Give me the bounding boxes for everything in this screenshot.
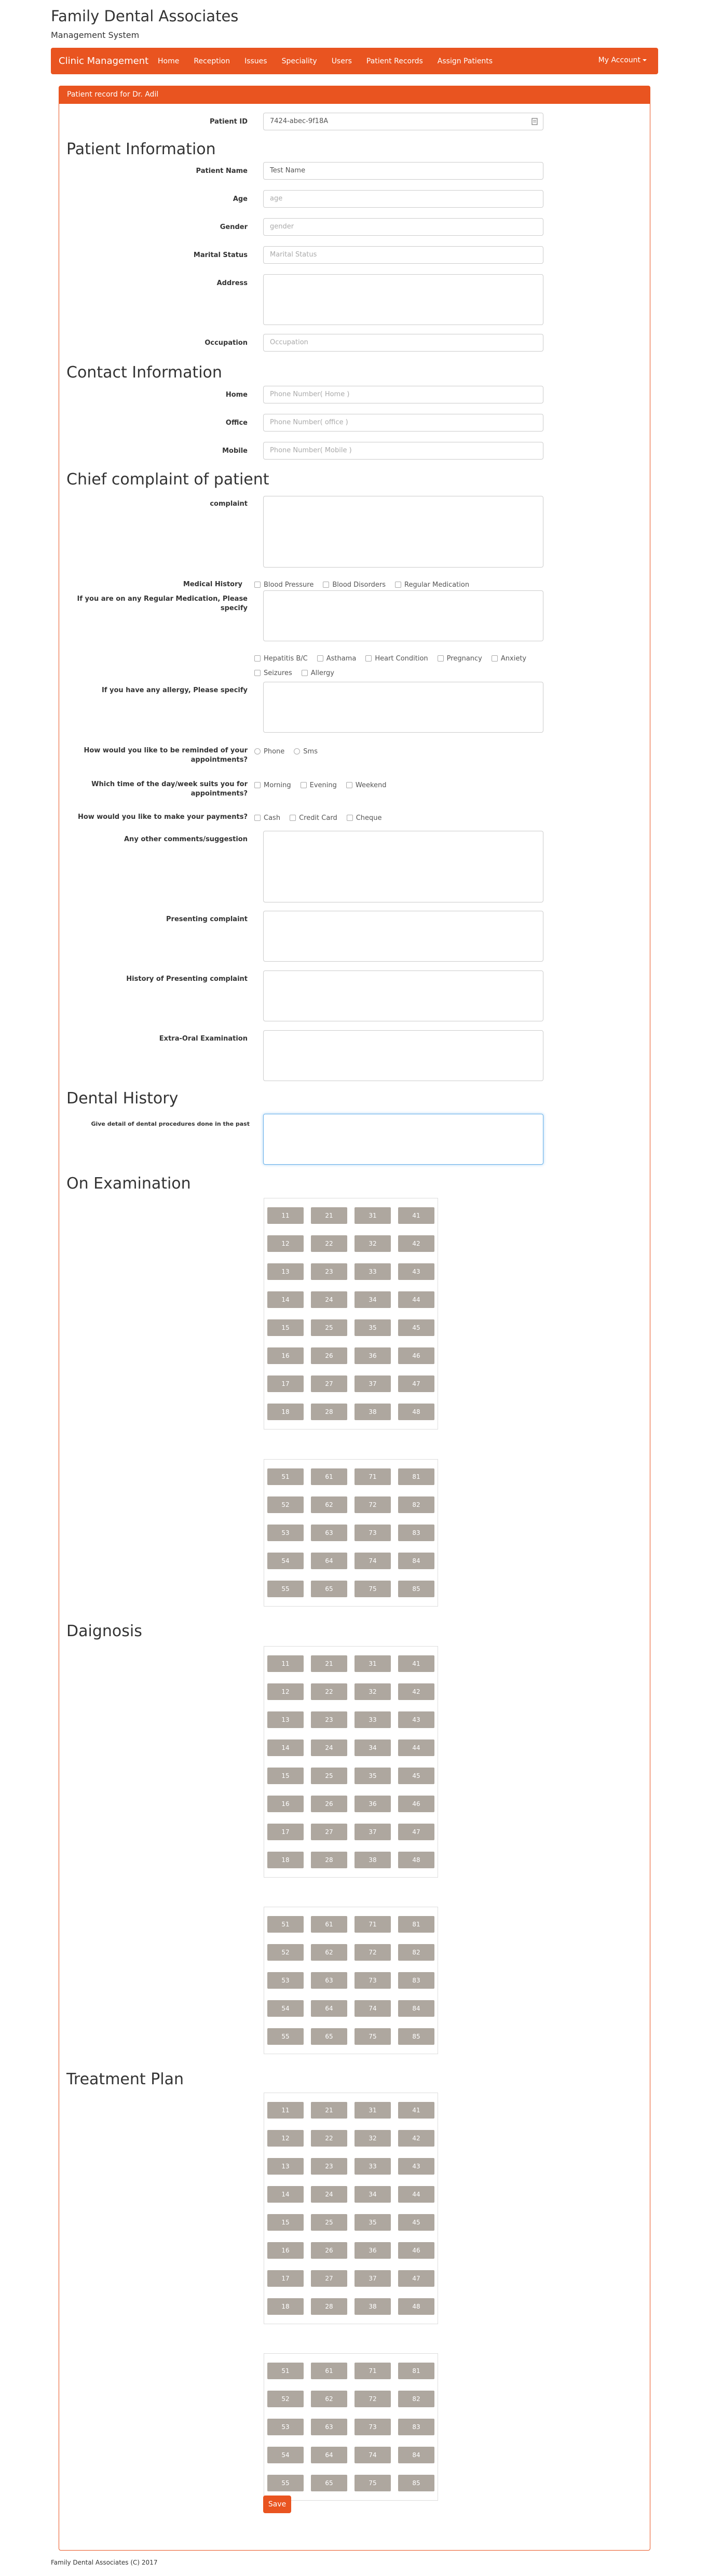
- treatment-tooth-37-button[interactable]: 37: [354, 2270, 391, 2287]
- exam-tooth-22-button[interactable]: 22: [311, 1235, 347, 1252]
- diagnosis-tooth-37-button[interactable]: 37: [354, 1824, 391, 1840]
- treatment-tooth-72-button[interactable]: 72: [354, 2391, 391, 2407]
- treatment-tooth-35-button[interactable]: 35: [354, 2214, 391, 2231]
- conditions-options-row2: [254, 668, 344, 678]
- presenting-complaint-label: Presenting complaint: [166, 915, 248, 923]
- diagnosis-tooth-38-button[interactable]: 38: [354, 1852, 391, 1868]
- patient-name-value: Test Name: [270, 167, 306, 174]
- hepatitis-label: Hepatitis B/C: [264, 654, 308, 663]
- diagnosis-tooth-64-button[interactable]: 64: [311, 2000, 347, 2017]
- exam-tooth-43-button[interactable]: 43: [398, 1263, 434, 1280]
- diagnosis-tooth-82-button[interactable]: 82: [398, 1944, 434, 1961]
- diagnosis-tooth-62-button[interactable]: 62: [311, 1944, 347, 1961]
- treatment-tooth-73-button[interactable]: 73: [354, 2419, 391, 2435]
- diagnosis-tooth-74-button[interactable]: 74: [354, 2000, 391, 2017]
- footer-copyright: Family Dental Associates (C) 2017: [51, 2559, 158, 2566]
- diagnosis-tooth-23-button[interactable]: 23: [311, 1711, 347, 1728]
- credit-card-label: Credit Card: [299, 814, 337, 822]
- diagnosis-tooth-16-button[interactable]: 16: [267, 1796, 304, 1812]
- time-preference-options: [254, 780, 396, 790]
- complaint-textarea[interactable]: [263, 496, 543, 568]
- exam-tooth-84-button[interactable]: 84: [398, 1553, 434, 1569]
- treatment-tooth-63-button[interactable]: 63: [311, 2419, 347, 2435]
- heart-condition-label: Heart Condition: [375, 654, 428, 663]
- address-textarea[interactable]: [263, 274, 543, 325]
- address-label: Address: [216, 279, 248, 287]
- history-presenting-label: History of Presenting complaint: [126, 975, 248, 983]
- exam-tooth-13-button[interactable]: 13: [267, 1263, 304, 1280]
- exam-tooth-31-button[interactable]: 31: [354, 1207, 391, 1224]
- diagnosis-tooth-26-button[interactable]: 26: [311, 1796, 347, 1812]
- diagnosis-tooth-44-button[interactable]: 44: [398, 1739, 434, 1756]
- treatment-tooth-48-button[interactable]: 48: [398, 2298, 434, 2315]
- exam-tooth-83-button[interactable]: 83: [398, 1525, 434, 1541]
- section-dental-history: Dental History: [66, 1089, 179, 1108]
- treatment-tooth-11-button[interactable]: 11: [267, 2102, 304, 2119]
- panel-heading: Patient record for Dr. Adil: [59, 86, 650, 104]
- history-presenting-textarea[interactable]: [263, 970, 543, 1021]
- office-phone-placeholder: Phone Number( office ): [270, 419, 348, 426]
- home-phone-placeholder: Phone Number( Home ): [270, 390, 350, 398]
- diagnosis-tooth-81-button[interactable]: 81: [398, 1916, 434, 1933]
- treatment-tooth-62-button[interactable]: 62: [311, 2391, 347, 2407]
- treatment-permanent-teeth-grid: [264, 2093, 438, 2324]
- app-title: Family Dental Associates: [51, 7, 239, 25]
- diagnosis-tooth-34-button[interactable]: 34: [354, 1739, 391, 1756]
- section-chief-complaint: Chief complaint of patient: [66, 470, 269, 489]
- diagnosis-tooth-85-button[interactable]: 85: [398, 2028, 434, 2045]
- exam-tooth-38-button[interactable]: 38: [354, 1404, 391, 1420]
- pregnancy-label: Pregnancy: [446, 654, 482, 663]
- diagnosis-permanent-teeth-grid: [264, 1646, 438, 1878]
- checkbox-regular-medication[interactable]: [395, 580, 469, 589]
- diagnosis-tooth-35-button[interactable]: 35: [354, 1768, 391, 1784]
- nav-item-patient-records[interactable]: Patient Records: [366, 57, 423, 65]
- treatment-primary-teeth-grid: [264, 2353, 438, 2501]
- extra-oral-textarea[interactable]: [263, 1030, 543, 1081]
- occupation-label: Occupation: [204, 339, 248, 347]
- diagnosis-tooth-22-button[interactable]: 22: [311, 1683, 347, 1700]
- treatment-tooth-12-button[interactable]: 12: [267, 2130, 304, 2147]
- exam-tooth-12-button[interactable]: 12: [267, 1235, 304, 1252]
- diagnosis-tooth-45-button[interactable]: 45: [398, 1768, 434, 1784]
- exam-tooth-45-button[interactable]: 45: [398, 1319, 434, 1336]
- save-button[interactable]: Save: [263, 2496, 291, 2513]
- diagnosis-tooth-71-button[interactable]: 71: [354, 1916, 391, 1933]
- treatment-tooth-42-button[interactable]: 42: [398, 2130, 434, 2147]
- diagnosis-tooth-31-button[interactable]: 31: [354, 1655, 391, 1672]
- exam-tooth-18-button[interactable]: 18: [267, 1404, 304, 1420]
- anxiety-label: Anxiety: [500, 654, 527, 663]
- exam-tooth-61-button[interactable]: 61: [311, 1468, 347, 1485]
- exam-tooth-48-button[interactable]: 48: [398, 1404, 434, 1420]
- regular-medication-textarea[interactable]: [263, 590, 543, 641]
- checkbox-heart-condition[interactable]: [365, 654, 428, 663]
- exam-tooth-28-button[interactable]: 28: [311, 1404, 347, 1420]
- office-phone-label: Office: [225, 419, 248, 427]
- complaint-label: complaint: [210, 500, 248, 508]
- treatment-tooth-45-button[interactable]: 45: [398, 2214, 434, 2231]
- exam-tooth-63-button[interactable]: 63: [311, 1525, 347, 1541]
- treatment-tooth-51-button[interactable]: 51: [267, 2363, 304, 2379]
- gender-placeholder: gender: [270, 223, 294, 231]
- patient-name-label: Patient Name: [196, 167, 248, 175]
- treatment-tooth-21-button[interactable]: 21: [311, 2102, 347, 2119]
- diagnosis-tooth-65-button[interactable]: 65: [311, 2028, 347, 2045]
- treatment-tooth-32-button[interactable]: 32: [354, 2130, 391, 2147]
- exam-tooth-75-button[interactable]: 75: [354, 1581, 391, 1597]
- regular-medication-label: Regular Medication: [404, 581, 470, 589]
- medical-history-label: Medical History: [183, 581, 242, 588]
- treatment-tooth-43-button[interactable]: 43: [398, 2158, 434, 2175]
- treatment-tooth-65-button[interactable]: 65: [311, 2475, 347, 2491]
- diagnosis-tooth-43-button[interactable]: 43: [398, 1711, 434, 1728]
- diagnosis-tooth-55-button[interactable]: 55: [267, 2028, 304, 2045]
- treatment-tooth-17-button[interactable]: 17: [267, 2270, 304, 2287]
- gender-input[interactable]: [263, 218, 543, 236]
- treatment-tooth-84-button[interactable]: 84: [398, 2447, 434, 2463]
- checkbox-cheque[interactable]: [347, 813, 382, 822]
- nav-menu: [151, 48, 500, 74]
- radio-phone[interactable]: [254, 747, 284, 756]
- marital-status-label: Marital Status: [193, 251, 248, 259]
- exam-tooth-74-button[interactable]: 74: [354, 1553, 391, 1569]
- diagnosis-tooth-83-button[interactable]: 83: [398, 1972, 434, 1989]
- treatment-tooth-44-button[interactable]: 44: [398, 2186, 434, 2203]
- age-label: Age: [233, 195, 248, 203]
- exam-tooth-55-button[interactable]: 55: [267, 1581, 304, 1597]
- blood-disorders-label: Blood Disorders: [332, 581, 386, 589]
- diagnosis-tooth-21-button[interactable]: 21: [311, 1655, 347, 1672]
- payment-options: [254, 813, 391, 822]
- exam-tooth-21-button[interactable]: 21: [311, 1207, 347, 1224]
- reminder-options: [254, 747, 327, 756]
- diagnosis-tooth-54-button[interactable]: 54: [267, 2000, 304, 2017]
- checkbox-cash[interactable]: [254, 813, 280, 822]
- medical-history-options: [254, 580, 479, 589]
- morning-label: Morning: [264, 781, 291, 789]
- exam-tooth-15-button[interactable]: 15: [267, 1319, 304, 1336]
- home-phone-input[interactable]: [263, 386, 543, 403]
- home-phone-label: Home: [225, 391, 248, 399]
- diagnosis-tooth-13-button[interactable]: 13: [267, 1711, 304, 1728]
- exam-tooth-37-button[interactable]: 37: [354, 1375, 391, 1392]
- treatment-tooth-24-button[interactable]: 24: [311, 2186, 347, 2203]
- patient-id-value: 7424-abec-9f18A: [270, 117, 329, 125]
- checkbox-hepatitis[interactable]: [254, 654, 308, 663]
- exam-tooth-32-button[interactable]: 32: [354, 1235, 391, 1252]
- extra-oral-label: Extra-Oral Examination: [159, 1035, 248, 1043]
- allergy-label: Allergy: [310, 669, 334, 677]
- checkbox-weekend[interactable]: [346, 780, 387, 790]
- patient-id-field[interactable]: [263, 113, 543, 130]
- diagnosis-tooth-84-button[interactable]: 84: [398, 2000, 434, 2017]
- exam-tooth-82-button[interactable]: 82: [398, 1496, 434, 1513]
- exam-tooth-44-button[interactable]: 44: [398, 1291, 434, 1308]
- checkbox-blood-pressure[interactable]: [254, 580, 313, 589]
- checkbox-anxiety[interactable]: [492, 654, 526, 663]
- treatment-tooth-26-button[interactable]: 26: [311, 2242, 347, 2259]
- diagnosis-tooth-47-button[interactable]: 47: [398, 1824, 434, 1840]
- cash-label: Cash: [264, 814, 281, 822]
- treatment-tooth-34-button[interactable]: 34: [354, 2186, 391, 2203]
- my-account-label: My Account: [598, 56, 640, 64]
- nav-item-users[interactable]: Users: [331, 57, 352, 65]
- section-contact-information: Contact Information: [66, 363, 222, 382]
- exam-tooth-52-button[interactable]: 52: [267, 1496, 304, 1513]
- presenting-complaint-textarea[interactable]: [263, 911, 543, 962]
- patient-name-input[interactable]: [263, 162, 543, 180]
- diagnosis-tooth-42-button[interactable]: 42: [398, 1683, 434, 1700]
- exam-tooth-34-button[interactable]: 34: [354, 1291, 391, 1308]
- exam-tooth-14-button[interactable]: 14: [267, 1291, 304, 1308]
- diagnosis-tooth-53-button[interactable]: 53: [267, 1972, 304, 1989]
- phone-label: Phone: [264, 747, 285, 756]
- exam-tooth-51-button[interactable]: 51: [267, 1468, 304, 1485]
- checkbox-credit-card[interactable]: [290, 813, 337, 822]
- exam-tooth-54-button[interactable]: 54: [267, 1553, 304, 1569]
- diagnosis-tooth-36-button[interactable]: 36: [354, 1796, 391, 1812]
- treatment-tooth-15-button[interactable]: 15: [267, 2214, 304, 2231]
- comments-textarea[interactable]: [263, 831, 543, 902]
- exam-tooth-24-button[interactable]: 24: [311, 1291, 347, 1308]
- treatment-tooth-46-button[interactable]: 46: [398, 2242, 434, 2259]
- payment-label: How would you like to make your payments?: [77, 813, 248, 821]
- treatment-tooth-31-button[interactable]: 31: [354, 2102, 391, 2119]
- marital-status-input[interactable]: [263, 246, 543, 264]
- checkbox-morning[interactable]: [254, 780, 291, 790]
- mobile-phone-label: Mobile: [222, 447, 248, 455]
- exam-tooth-35-button[interactable]: 35: [354, 1319, 391, 1336]
- treatment-tooth-22-button[interactable]: 22: [311, 2130, 347, 2147]
- diagnosis-tooth-28-button[interactable]: 28: [311, 1852, 347, 1868]
- exam-permanent-teeth-grid: [264, 1198, 438, 1429]
- diagnosis-tooth-41-button[interactable]: 41: [398, 1655, 434, 1672]
- treatment-tooth-13-button[interactable]: 13: [267, 2158, 304, 2175]
- diagnosis-tooth-61-button[interactable]: 61: [311, 1916, 347, 1933]
- treatment-tooth-23-button[interactable]: 23: [311, 2158, 347, 2175]
- treatment-tooth-53-button[interactable]: 53: [267, 2419, 304, 2435]
- gender-label: Gender: [220, 223, 248, 231]
- exam-tooth-64-button[interactable]: 64: [311, 1553, 347, 1569]
- checkbox-allergy[interactable]: [302, 668, 334, 678]
- marital-status-placeholder: Marital Status: [270, 251, 317, 259]
- exam-tooth-47-button[interactable]: 47: [398, 1375, 434, 1392]
- cheque-label: Cheque: [356, 814, 382, 822]
- exam-tooth-41-button[interactable]: 41: [398, 1207, 434, 1224]
- nav-item-home[interactable]: Home: [158, 57, 180, 65]
- exam-tooth-16-button[interactable]: 16: [267, 1347, 304, 1364]
- diagnosis-tooth-14-button[interactable]: 14: [267, 1739, 304, 1756]
- exam-tooth-53-button[interactable]: 53: [267, 1525, 304, 1541]
- radio-sms[interactable]: [294, 747, 318, 756]
- exam-tooth-26-button[interactable]: 26: [311, 1347, 347, 1364]
- treatment-tooth-55-button[interactable]: 55: [267, 2475, 304, 2491]
- exam-tooth-11-button[interactable]: 11: [267, 1207, 304, 1224]
- exam-tooth-17-button[interactable]: 17: [267, 1375, 304, 1392]
- diagnosis-tooth-46-button[interactable]: 46: [398, 1796, 434, 1812]
- section-diagnosis: Daignosis: [66, 1622, 142, 1640]
- diagnosis-tooth-15-button[interactable]: 15: [267, 1768, 304, 1784]
- diagnosis-tooth-52-button[interactable]: 52: [267, 1944, 304, 1961]
- diagnosis-primary-teeth-grid: [264, 1907, 438, 2054]
- exam-tooth-65-button[interactable]: 65: [311, 1581, 347, 1597]
- mobile-phone-placeholder: Phone Number( Mobile ): [270, 447, 352, 454]
- office-phone-input[interactable]: [263, 414, 543, 431]
- dental-history-label: Give detail of dental procedures done in the past: [91, 1121, 250, 1127]
- seizures-label: Seizures: [264, 669, 292, 677]
- app-subtitle: Management System: [51, 30, 140, 40]
- id-card-icon: [531, 118, 538, 125]
- blood-pressure-label: Blood Pressure: [264, 581, 314, 589]
- time-preference-label: Which time of the day/week suits you for appointments?: [91, 780, 248, 798]
- mobile-phone-input[interactable]: [263, 442, 543, 460]
- patient-id-label: Patient ID: [209, 118, 248, 126]
- treatment-tooth-14-button[interactable]: 14: [267, 2186, 304, 2203]
- treatment-tooth-71-button[interactable]: 71: [354, 2363, 391, 2379]
- evening-label: Evening: [309, 781, 337, 789]
- allergy-textarea[interactable]: [263, 682, 543, 733]
- exam-tooth-42-button[interactable]: 42: [398, 1235, 434, 1252]
- treatment-tooth-64-button[interactable]: 64: [311, 2447, 347, 2463]
- exam-tooth-81-button[interactable]: 81: [398, 1468, 434, 1485]
- allergy-specify-label: If you have any allergy, Please specify: [101, 686, 248, 694]
- diagnosis-tooth-12-button[interactable]: 12: [267, 1683, 304, 1700]
- navbar: [51, 48, 658, 74]
- diagnosis-tooth-63-button[interactable]: 63: [311, 1972, 347, 1989]
- section-on-examination: On Examination: [66, 1175, 191, 1193]
- diagnosis-tooth-18-button[interactable]: 18: [267, 1852, 304, 1868]
- treatment-tooth-81-button[interactable]: 81: [398, 2363, 434, 2379]
- treatment-tooth-54-button[interactable]: 54: [267, 2447, 304, 2463]
- checkbox-pregnancy[interactable]: [438, 654, 482, 663]
- treatment-tooth-47-button[interactable]: 47: [398, 2270, 434, 2287]
- treatment-tooth-16-button[interactable]: 16: [267, 2242, 304, 2259]
- diagnosis-tooth-25-button[interactable]: 25: [311, 1768, 347, 1784]
- treatment-tooth-85-button[interactable]: 85: [398, 2475, 434, 2491]
- exam-tooth-62-button[interactable]: 62: [311, 1496, 347, 1513]
- my-account-dropdown[interactable]: [598, 56, 647, 64]
- comments-label: Any other comments/suggestion: [124, 835, 248, 843]
- diagnosis-tooth-24-button[interactable]: 24: [311, 1739, 347, 1756]
- occupation-placeholder: Occupation: [270, 339, 308, 346]
- dental-history-textarea[interactable]: [263, 1114, 543, 1165]
- navbar-brand[interactable]: Clinic Management: [59, 56, 149, 66]
- treatment-tooth-36-button[interactable]: 36: [354, 2242, 391, 2259]
- treatment-tooth-52-button[interactable]: 52: [267, 2391, 304, 2407]
- diagnosis-tooth-73-button[interactable]: 73: [354, 1972, 391, 1989]
- treatment-tooth-74-button[interactable]: 74: [354, 2447, 391, 2463]
- exam-primary-teeth-grid: [264, 1459, 438, 1607]
- diagnosis-tooth-32-button[interactable]: 32: [354, 1683, 391, 1700]
- diagnosis-tooth-48-button[interactable]: 48: [398, 1852, 434, 1868]
- diagnosis-tooth-11-button[interactable]: 11: [267, 1655, 304, 1672]
- exam-tooth-46-button[interactable]: 46: [398, 1347, 434, 1364]
- treatment-tooth-82-button[interactable]: 82: [398, 2391, 434, 2407]
- diagnosis-tooth-33-button[interactable]: 33: [354, 1711, 391, 1728]
- caret-down-icon: [643, 59, 647, 61]
- exam-tooth-72-button[interactable]: 72: [354, 1496, 391, 1513]
- regular-medication-specify-label: If you are on any Regular Medication, Please specify: [77, 595, 248, 612]
- diagnosis-tooth-17-button[interactable]: 17: [267, 1824, 304, 1840]
- treatment-tooth-25-button[interactable]: 25: [311, 2214, 347, 2231]
- treatment-tooth-33-button[interactable]: 33: [354, 2158, 391, 2175]
- treatment-tooth-41-button[interactable]: 41: [398, 2102, 434, 2119]
- exam-tooth-25-button[interactable]: 25: [311, 1319, 347, 1336]
- age-input[interactable]: [263, 190, 543, 208]
- weekend-label: Weekend: [355, 781, 387, 789]
- treatment-tooth-61-button[interactable]: 61: [311, 2363, 347, 2379]
- exam-tooth-27-button[interactable]: 27: [311, 1375, 347, 1392]
- sms-label: Sms: [303, 747, 318, 756]
- conditions-options: [254, 654, 545, 663]
- exam-tooth-33-button[interactable]: 33: [354, 1263, 391, 1280]
- treatment-tooth-18-button[interactable]: 18: [267, 2298, 304, 2315]
- checkbox-blood-disorders[interactable]: [323, 580, 386, 589]
- checkbox-evening[interactable]: [301, 780, 337, 790]
- exam-tooth-36-button[interactable]: 36: [354, 1347, 391, 1364]
- diagnosis-tooth-51-button[interactable]: 51: [267, 1916, 304, 1933]
- exam-tooth-73-button[interactable]: 73: [354, 1525, 391, 1541]
- diagnosis-tooth-27-button[interactable]: 27: [311, 1824, 347, 1840]
- section-patient-information: Patient Information: [66, 140, 216, 158]
- asthama-label: Asthama: [326, 654, 357, 663]
- diagnosis-tooth-72-button[interactable]: 72: [354, 1944, 391, 1961]
- age-placeholder: age: [270, 195, 283, 203]
- treatment-tooth-27-button[interactable]: 27: [311, 2270, 347, 2287]
- occupation-input[interactable]: [263, 334, 543, 352]
- nav-item-speciality[interactable]: Speciality: [281, 57, 317, 65]
- nav-item-issues[interactable]: Issues: [244, 57, 267, 65]
- nav-item-reception[interactable]: Reception: [194, 57, 230, 65]
- treatment-tooth-83-button[interactable]: 83: [398, 2419, 434, 2435]
- checkbox-seizures[interactable]: [254, 668, 292, 678]
- treatment-tooth-75-button[interactable]: 75: [354, 2475, 391, 2491]
- exam-tooth-71-button[interactable]: 71: [354, 1468, 391, 1485]
- treatment-tooth-38-button[interactable]: 38: [354, 2298, 391, 2315]
- treatment-tooth-28-button[interactable]: 28: [311, 2298, 347, 2315]
- checkbox-asthama[interactable]: [317, 654, 357, 663]
- diagnosis-tooth-75-button[interactable]: 75: [354, 2028, 391, 2045]
- exam-tooth-23-button[interactable]: 23: [311, 1263, 347, 1280]
- reminder-label: How would you like to be reminded of your appointments?: [84, 747, 248, 764]
- nav-item-assign-patients[interactable]: Assign Patients: [437, 57, 493, 65]
- exam-tooth-85-button[interactable]: 85: [398, 1581, 434, 1597]
- section-treatment-plan: Treatment Plan: [66, 2070, 184, 2088]
